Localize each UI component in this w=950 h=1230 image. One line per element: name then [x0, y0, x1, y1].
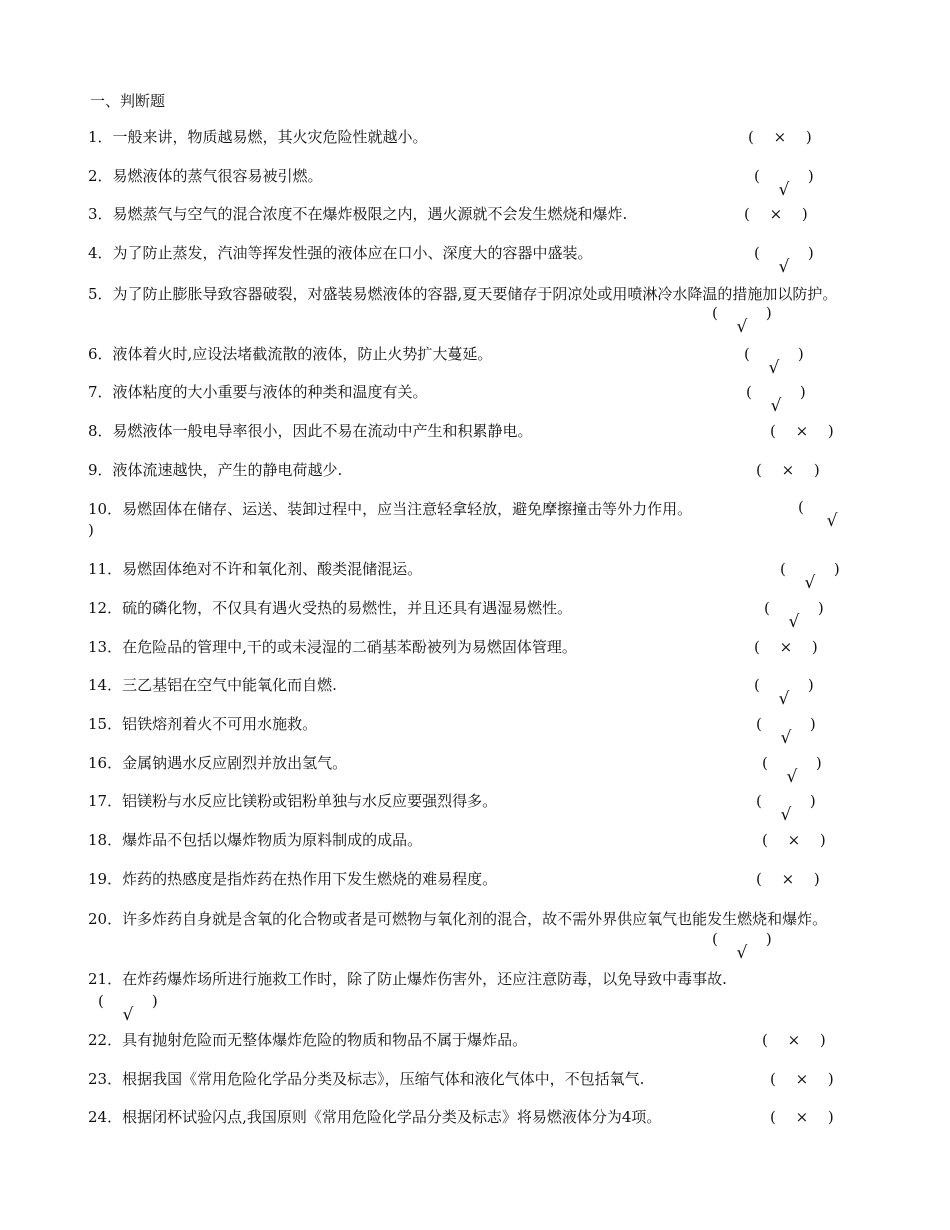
open-paren: (: [748, 128, 754, 146]
answer-mark: [754, 243, 814, 277]
answer-mark: [88, 520, 94, 540]
open-paren: (: [754, 638, 760, 656]
open-paren: (: [756, 461, 762, 479]
checkmark-icon: √: [780, 728, 792, 748]
open-paren: (: [780, 560, 786, 578]
question-text: 17．铝镁粉与水反应比镁粉或铝粉单独与水反应要强烈得多。: [88, 792, 498, 810]
close-paren: ): [807, 676, 814, 694]
answer-mark: [746, 382, 806, 416]
checkmark-icon: √: [768, 358, 780, 378]
answer-mark: [754, 637, 818, 657]
close-paren: ): [813, 461, 820, 479]
cross-icon: ×: [795, 1108, 809, 1126]
close-paren: ): [819, 831, 826, 849]
answer-mark: [744, 344, 804, 378]
question-text: 3．易燃蒸气与空气的混合浓度不在爆炸极限之内，遇火源就不会发生燃烧和爆炸.: [88, 205, 628, 223]
close-paren: ): [151, 992, 158, 1010]
question-text: 21．在炸药爆炸场所进行施救工作时，除了防止爆炸伤害外，还应注意防毒，以免导致中毒事故.: [88, 970, 727, 988]
close-paren: ): [807, 244, 814, 262]
question-text: 15．铝铁熔剂着火不可用水施救。: [88, 715, 318, 733]
open-paren: (: [98, 992, 104, 1010]
cross-icon: ×: [779, 638, 793, 656]
close-paren: ): [799, 383, 806, 401]
checkmark-icon: √: [736, 943, 748, 963]
checkmark-icon: √: [780, 805, 792, 825]
cross-icon: ×: [787, 831, 801, 849]
question-text: 22．具有抛射危险而无整体爆炸危险的物质和物品不属于爆炸品。: [88, 1031, 528, 1049]
section-title: 一、判断题: [90, 92, 166, 110]
question-text: 9．液体流速越快，产生的静电荷越少.: [88, 461, 343, 479]
question-text: 10．易燃固体在储存、运送、装卸过程中，应当注意轻拿轻放，避免摩擦撞击等外力作用。: [88, 500, 693, 518]
close-paren: ): [805, 128, 812, 146]
answer-mark: [762, 830, 826, 850]
cross-icon: ×: [795, 1070, 809, 1088]
close-paren: ): [827, 422, 834, 440]
answer-mark: [712, 303, 772, 337]
open-paren: (: [712, 930, 718, 948]
question-text: 6．液体着火时,应设法堵截流散的液体，防止火势扩大蔓延。: [88, 345, 493, 363]
answer-mark: [754, 675, 814, 709]
question-text: 20．许多炸药自身就是含氧的化合物或者是可燃物与氧化剂的混合，故不需外界供应氧气也能发生燃烧和爆炸。: [88, 910, 828, 928]
close-paren: ): [765, 304, 772, 322]
open-paren: (: [764, 599, 770, 617]
question-text: 18．爆炸品不包括以爆炸物质为原料制成的成品。: [88, 831, 423, 849]
answer-mark: [744, 204, 808, 224]
cross-icon: ×: [787, 1031, 801, 1049]
question-text: 16．金属钠遇水反应剧烈并放出氢气。: [88, 754, 348, 772]
answer-mark: [762, 753, 822, 787]
answer-mark: [756, 714, 816, 748]
question-text: 11．易燃固体绝对不许和氧化剂、酸类混储混运。: [88, 560, 423, 578]
answer-mark: [756, 791, 816, 825]
checkmark-icon: √: [788, 612, 800, 632]
cross-icon: ×: [781, 870, 795, 888]
answer-mark: [748, 127, 812, 147]
open-paren: (: [770, 1108, 776, 1126]
answer-mark: [770, 421, 834, 441]
question-text: 2．易燃液体的蒸气很容易被引燃。: [88, 167, 323, 185]
open-paren: (: [712, 304, 718, 322]
question-text: 13．在危险品的管理中,干的或未浸湿的二硝基苯酚被列为易燃固体管理。: [88, 638, 577, 656]
close-paren: ): [811, 638, 818, 656]
answer-mark: [764, 598, 824, 632]
open-paren: (: [744, 205, 750, 223]
answer-mark: [798, 497, 838, 531]
answer-mark: [98, 991, 158, 1025]
question-text: 8．易燃液体一般电导率很小，因此不易在流动中产生和积累静电。: [88, 422, 533, 440]
answer-mark: [712, 929, 772, 963]
open-paren: (: [744, 345, 750, 363]
answer-mark: [754, 166, 814, 200]
close-paren: ): [765, 930, 772, 948]
open-paren: (: [770, 422, 776, 440]
answer-mark: [780, 559, 840, 593]
answer-mark: [762, 1030, 826, 1050]
close-paren: ): [809, 715, 816, 733]
question-text: 5．为了防止膨胀导致容器破裂，对盛装易燃液体的容器,夏天要储存于阴凉处或用喷淋冷水降温的措施加以防护。: [88, 285, 838, 303]
checkmark-icon: √: [770, 396, 782, 416]
checkmark-icon: √: [122, 1005, 134, 1025]
open-paren: (: [754, 167, 760, 185]
open-paren: (: [754, 676, 760, 694]
close-paren: ): [815, 754, 822, 772]
close-paren: ): [833, 560, 840, 578]
question-text: 24．根据闭杯试验闪点,我国原则《常用危险化学品分类及标志》将易燃液体分为4项。: [88, 1108, 662, 1126]
cross-icon: ×: [781, 461, 795, 479]
open-paren: (: [746, 383, 752, 401]
close-paren: ): [813, 870, 820, 888]
answer-mark: [756, 869, 820, 889]
open-paren: (: [762, 1031, 768, 1049]
close-paren: ): [819, 1031, 826, 1049]
close-paren: ): [809, 792, 816, 810]
checkmark-icon: √: [778, 257, 790, 277]
close-paren: ): [827, 1108, 834, 1126]
close-paren: ): [88, 521, 94, 539]
open-paren: (: [754, 244, 760, 262]
open-paren: (: [756, 870, 762, 888]
close-paren: ): [797, 345, 804, 363]
checkmark-icon: √: [804, 573, 816, 593]
question-text: 19．炸药的热感度是指炸药在热作用下发生燃烧的难易程度。: [88, 870, 498, 888]
question-text: 4．为了防止蒸发，汽油等挥发性强的液体应在口小、深度大的容器中盛装。: [88, 244, 593, 262]
open-paren: (: [770, 1070, 776, 1088]
close-paren: ): [807, 167, 814, 185]
question-text: 7．液体粘度的大小重要与液体的种类和温度有关。: [88, 383, 428, 401]
open-paren: (: [756, 715, 762, 733]
question-text: 12．硫的磷化物，不仅具有遇火受热的易燃性，并且还具有遇湿易燃性。: [88, 599, 573, 617]
open-paren: (: [762, 754, 768, 772]
checkmark-icon: √: [778, 180, 790, 200]
open-paren: (: [762, 831, 768, 849]
checkmark-icon: √: [778, 689, 790, 709]
close-paren: ): [827, 1070, 834, 1088]
answer-mark: [756, 460, 820, 480]
close-paren: ): [801, 205, 808, 223]
cross-icon: ×: [773, 128, 787, 146]
answer-mark: [770, 1069, 834, 1089]
checkmark-icon: √: [826, 511, 838, 531]
open-paren: (: [798, 498, 804, 516]
question-text: 23．根据我国《常用危险化学品分类及标志》，压缩气体和液化气体中，不包括氧气.: [88, 1070, 645, 1088]
close-paren: ): [817, 599, 824, 617]
checkmark-icon: √: [786, 767, 798, 787]
question-text: 1．一般来讲，物质越易燃，其火灾危险性就越小。: [88, 128, 428, 146]
open-paren: (: [756, 792, 762, 810]
question-text: 14．三乙基铝在空气中能氧化而自燃.: [88, 676, 337, 694]
cross-icon: ×: [769, 205, 783, 223]
cross-icon: ×: [795, 422, 809, 440]
checkmark-icon: √: [736, 317, 748, 337]
answer-mark: [770, 1107, 834, 1127]
